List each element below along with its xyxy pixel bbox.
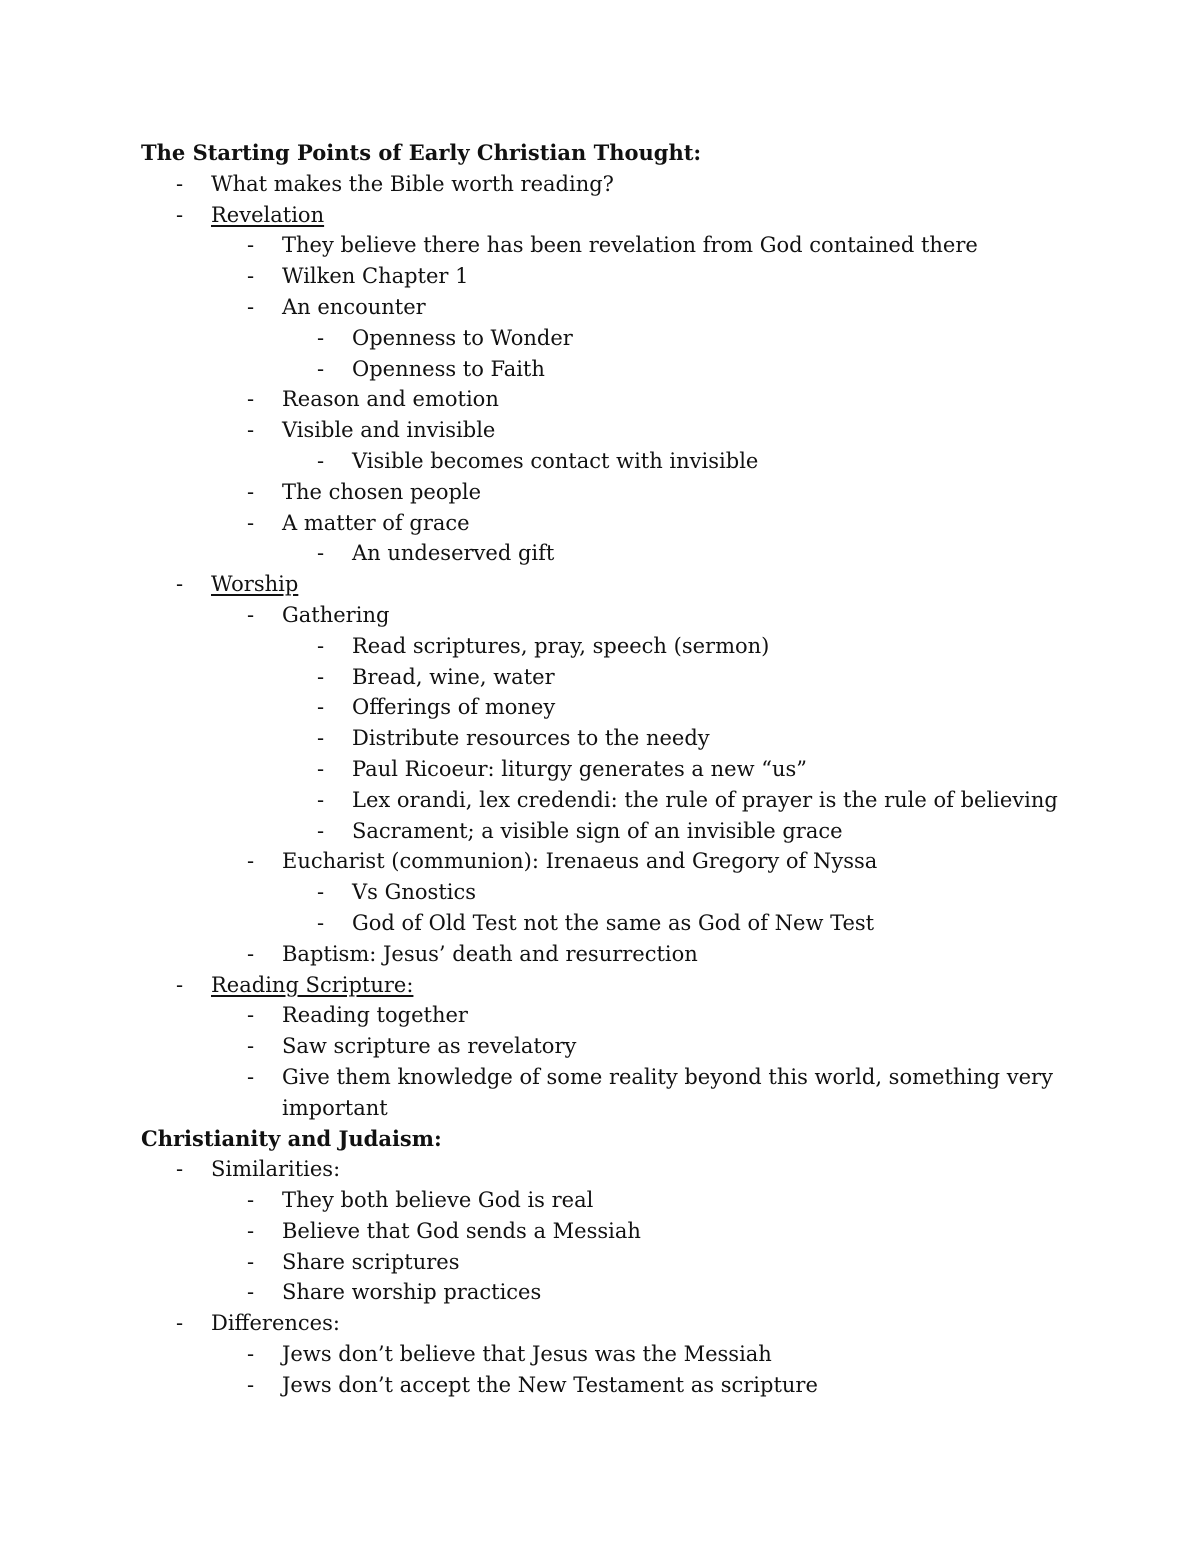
list-item: - Reading together <box>247 1003 468 1028</box>
list-item: - What makes the Bible worth reading? <box>176 171 614 196</box>
list-item: - Jews don’t believe that Jesus was the Messiah <box>247 1342 772 1367</box>
list-item: - Wilken Chapter 1 <box>247 264 469 289</box>
section-heading: The Starting Points of Early Christian Thought: <box>141 140 702 165</box>
list-item: - A matter of grace <box>247 510 470 535</box>
list-item: - Vs Gnostics <box>317 880 477 905</box>
list-item: - Share scriptures <box>247 1249 460 1274</box>
section-heading: Christianity and Judaism: <box>141 1125 442 1151</box>
list-item: - Eucharist (communion): Irenaeus and Gregory of Nyssa <box>247 849 878 874</box>
list-item: - Jews don’t accept the New Testament as scripture <box>247 1372 818 1397</box>
list-item: - They both believe God is real <box>247 1188 594 1213</box>
list-item: - Lex orandi, lex credendi: the rule of prayer is the rule of believing <box>317 787 1058 812</box>
list-item: - Paul Ricoeur: liturgy generates a new “us” <box>317 756 807 781</box>
list-item: - Visible and invisible <box>247 418 496 443</box>
list-item: - Saw scripture as revelatory <box>247 1034 577 1059</box>
subsection-differences: - Differences: <box>176 1311 340 1336</box>
list-item: - They believe there has been revelation from God contained there <box>247 233 978 258</box>
list-item-continuation: important <box>282 1095 388 1120</box>
notes-body <box>141 138 1061 1401</box>
subsection-revelation: - Revelation <box>176 202 325 227</box>
list-item: - Share worship practices <box>247 1280 542 1305</box>
list-item: - Believe that God sends a Messiah <box>247 1218 641 1243</box>
list-item: - Distribute resources to the needy <box>317 726 710 751</box>
list-item: - Baptism: Jesus’ death and resurrection <box>247 941 698 966</box>
subsection-worship: - Worship <box>176 572 299 597</box>
subsection-similarities: - Similarities: <box>176 1157 341 1182</box>
list-item: - Openness to Faith <box>317 356 545 381</box>
list-item: - Gathering <box>247 602 390 627</box>
list-item: - The chosen people <box>247 479 482 504</box>
list-item: - Openness to Wonder <box>317 325 573 350</box>
subsection-reading-scripture: - Reading Scripture: <box>176 972 414 997</box>
list-item: - An undeserved gift <box>317 541 555 566</box>
list-item: - Give them knowledge of some reality beyond this world, something very <box>247 1064 1053 1089</box>
list-item: - An encounter <box>247 294 426 319</box>
list-item: - Reason and emotion <box>247 387 499 412</box>
list-item: - Offerings of money <box>317 695 556 720</box>
list-item: - Sacrament; a visible sign of an invisible grace <box>317 818 843 843</box>
list-item: - Read scriptures, pray, speech (sermon) <box>317 633 770 658</box>
list-item: - God of Old Test not the same as God of New Test <box>317 910 875 935</box>
list-item: - Bread, wine, water <box>317 664 555 689</box>
list-item: - Visible becomes contact with invisible <box>317 448 759 473</box>
